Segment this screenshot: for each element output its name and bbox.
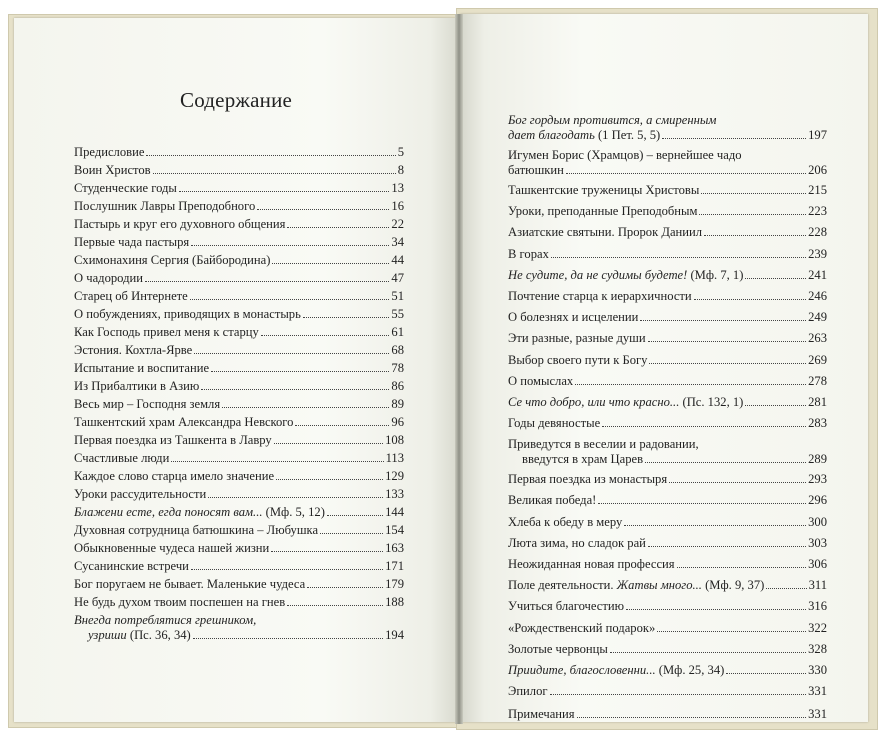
dot-leader <box>153 173 396 174</box>
toc-entry-title <box>508 642 608 657</box>
toc-entry-title <box>74 523 318 538</box>
toc-entry-text: Жатвы много... <box>616 578 702 593</box>
toc-entry-page-number: 47 <box>391 271 404 285</box>
toc-entry-title <box>508 374 573 389</box>
toc-entry-page-number: 86 <box>391 379 404 393</box>
toc-entry-title <box>508 353 647 368</box>
toc-entry-page-number: 296 <box>808 493 827 508</box>
toc-entry <box>74 343 404 358</box>
toc-entry-title-line <box>508 437 827 452</box>
toc-entry-text: О болезнях и исцелении <box>508 310 639 325</box>
toc-entry-title <box>74 415 293 430</box>
toc-entry-text: Первые чада пастыря <box>74 235 190 249</box>
toc-entry-text: Годы девяностые <box>508 416 601 431</box>
toc-entry <box>508 204 827 219</box>
dot-leader <box>649 363 806 364</box>
toc-entry <box>74 253 404 268</box>
toc-entry-title <box>74 451 169 466</box>
toc-entry-page-number: 108 <box>385 433 404 447</box>
toc-entry <box>508 183 827 198</box>
toc-entry-title <box>74 307 301 322</box>
toc-entry-text: Хлеба к обеду в меру <box>508 514 623 529</box>
toc-entry-text: Не будь духом твоим поспешен на гнев <box>74 595 286 609</box>
dot-leader <box>662 138 806 139</box>
toc-entry-text: (Мф. 9, 37) <box>701 578 765 593</box>
toc-entry-text: Первая поездка из монастыря <box>508 472 668 487</box>
toc-entry-title <box>508 515 622 530</box>
toc-entry <box>74 235 404 250</box>
toc-entry-text: Выбор своего пути к Богу <box>508 352 648 367</box>
toc-entry-page-number: 171 <box>385 559 404 573</box>
toc-entry-text: Неожиданная новая профессия <box>508 557 675 571</box>
dot-leader <box>699 214 806 215</box>
toc-entry-text: Люта зима, но сладок рай <box>508 535 646 550</box>
toc-entry-title <box>508 684 548 699</box>
toc-left-column <box>74 145 404 646</box>
toc-entry-page-number: 322 <box>808 620 827 635</box>
toc-entry-text: В горах <box>508 246 549 261</box>
toc-entry <box>508 578 827 593</box>
toc-entry-page-number: 61 <box>391 325 404 339</box>
dot-leader <box>257 209 389 210</box>
dot-leader <box>287 605 383 606</box>
dot-leader <box>701 193 806 194</box>
toc-entry-text: Старец об Интернете <box>74 289 188 303</box>
toc-entry-title <box>74 379 199 394</box>
toc-entry-text: Ташкентский храм Александра Невского <box>74 415 294 429</box>
toc-entry <box>74 199 404 214</box>
toc-entry <box>508 374 827 389</box>
toc-entry-text: Духовная сотрудница батюшкина – Любушка <box>74 523 319 537</box>
toc-entry-page-number: 328 <box>808 641 827 656</box>
toc-entry <box>74 397 404 412</box>
toc-entry-title <box>508 621 655 636</box>
toc-entry-page-number: 246 <box>808 288 827 303</box>
toc-entry-title <box>74 181 177 196</box>
toc-entry <box>508 515 827 530</box>
toc-entry-title <box>74 145 144 160</box>
dot-leader <box>191 569 383 570</box>
toc-entry <box>74 271 404 286</box>
toc-entry-text: Блажени есте, егда поносят вам... <box>74 505 263 519</box>
dot-leader <box>193 638 383 639</box>
toc-entry-text: батюшкин <box>508 163 564 177</box>
toc-entry-title <box>508 472 667 487</box>
dot-leader <box>602 426 806 427</box>
toc-entry-text: О побуждениях, приводящих в монастырь <box>74 307 301 321</box>
toc-entry-title-line <box>74 613 404 628</box>
toc-entry <box>508 113 827 143</box>
toc-entry-page-number: 223 <box>808 204 827 219</box>
toc-entry-page-number: 22 <box>391 217 404 231</box>
toc-entry-page-number: 228 <box>808 225 827 240</box>
toc-entry <box>74 361 404 376</box>
toc-entry <box>508 395 827 410</box>
toc-entry-title <box>74 325 259 340</box>
toc-entry-text: Обыкновенные чудеса нашей жизни <box>74 541 270 555</box>
toc-entry <box>508 707 827 722</box>
toc-entry-page-number: 241 <box>808 267 827 282</box>
toc-entry-title <box>74 433 272 448</box>
toc-entry-page-number: 311 <box>808 578 827 593</box>
toc-entry-page-number: 269 <box>808 352 827 367</box>
toc-entry-page-number: 239 <box>808 246 827 261</box>
toc-entry-page-number: 197 <box>808 128 827 142</box>
toc-entry <box>508 472 827 487</box>
toc-entry-text: Се что добро, или что красно... <box>508 394 680 409</box>
toc-entry <box>74 433 404 448</box>
toc-entry-text: (Пс. 132, 1) <box>679 394 744 409</box>
dot-leader <box>201 389 389 390</box>
toc-entry-text: Эстония. Кохтла-Ярве <box>74 343 193 357</box>
toc-entry-title <box>74 289 188 304</box>
toc-entry-title <box>508 183 699 198</box>
toc-entry-title <box>508 663 724 678</box>
toc-entry <box>508 599 827 614</box>
toc-entry-title <box>74 505 325 520</box>
toc-entry-text: Как Господь привел меня к старцу <box>74 325 259 339</box>
dot-leader <box>550 694 807 695</box>
toc-entry-text: Предисловие <box>74 145 145 159</box>
toc-entry <box>508 557 827 572</box>
toc-entry-title <box>508 163 564 178</box>
toc-entry <box>508 684 827 699</box>
toc-entry-text: Весь мир – Господня земля <box>74 397 221 411</box>
toc-entry-page-number: 133 <box>385 487 404 501</box>
toc-entry-text: Приведутся в веселии и радовании, <box>508 437 699 452</box>
toc-entry <box>74 325 404 340</box>
toc-entry-text: Эпилог <box>508 684 548 699</box>
toc-entry <box>74 523 404 538</box>
toc-entry-page-number: 330 <box>808 662 827 677</box>
toc-entry <box>74 577 404 592</box>
toc-entry-text: узриши <box>88 628 127 642</box>
toc-entry-page-number: 249 <box>808 310 827 325</box>
toc-entry-page-number: 163 <box>385 541 404 555</box>
toc-entry-page-number: 96 <box>391 415 404 429</box>
toc-entry-title <box>508 578 764 593</box>
toc-entry <box>74 145 404 160</box>
toc-entry <box>508 331 827 346</box>
toc-entry <box>74 289 404 304</box>
dot-leader <box>261 335 390 336</box>
toc-entry-title <box>508 310 638 325</box>
toc-entry-title <box>88 628 191 643</box>
toc-entry-page-number: 194 <box>385 628 404 642</box>
toc-entry-page-number: 129 <box>385 469 404 483</box>
dot-leader <box>191 245 389 246</box>
toc-entry-text: О чадородии <box>74 271 143 285</box>
toc-entry-text: Счастливые люди <box>74 451 170 465</box>
dot-leader <box>640 320 806 321</box>
toc-entry-title <box>74 361 209 376</box>
dot-leader <box>274 443 383 444</box>
toc-entry <box>508 437 827 467</box>
toc-entry-title <box>74 577 305 592</box>
toc-entry-title <box>74 469 274 484</box>
toc-entry-title <box>74 163 151 178</box>
toc-entry <box>508 536 827 551</box>
toc-entry <box>508 247 827 262</box>
toc-entry-page-number: 5 <box>397 145 404 159</box>
toc-entry-title <box>508 493 596 508</box>
toc-entry-page-number: 51 <box>391 289 404 303</box>
toc-entry-page-number: 331 <box>808 684 827 699</box>
toc-entry-text: Почтение старца к иерархичности <box>508 288 692 303</box>
toc-entry <box>74 307 404 322</box>
dot-leader <box>648 546 806 547</box>
toc-entry <box>74 559 404 574</box>
toc-entry-text: Учиться благочестию <box>508 599 625 614</box>
toc-entry-title-line <box>508 113 827 128</box>
toc-entry-title <box>508 289 692 304</box>
toc-entry-text: Азиатские святыни. Пророк Даниил <box>508 225 703 240</box>
toc-entry <box>74 379 404 394</box>
dot-leader <box>307 587 383 588</box>
toc-entry-text: О помыслах <box>508 373 574 388</box>
dot-leader <box>303 317 390 318</box>
toc-entry-title <box>508 395 743 410</box>
dot-leader <box>726 673 806 674</box>
toc-entry <box>508 493 827 508</box>
toc-entry-page-number: 306 <box>808 557 827 571</box>
toc-entry-text: Испытание и воспитание <box>74 361 210 375</box>
dot-leader <box>146 155 395 156</box>
dot-leader <box>194 353 389 354</box>
toc-entry <box>74 415 404 430</box>
toc-entry-page-number: 281 <box>808 394 827 409</box>
toc-entry-title <box>508 247 549 262</box>
toc-entry-text: Послушник Лавры Преподобного <box>74 199 256 213</box>
dot-leader <box>271 551 383 552</box>
dot-leader <box>677 567 807 568</box>
toc-entry-title <box>74 541 269 556</box>
toc-entry <box>508 416 827 431</box>
toc-entry-page-number: 78 <box>391 361 404 375</box>
toc-entry <box>508 225 827 240</box>
toc-entry-title <box>508 416 600 431</box>
toc-entry <box>74 541 404 556</box>
toc-entry-page-number: 16 <box>391 199 404 213</box>
toc-entry-text: (Мф. 7, 1) <box>687 267 744 282</box>
toc-entry <box>508 621 827 636</box>
toc-entry-title <box>74 253 270 268</box>
dot-leader <box>575 384 806 385</box>
toc-entry-text: Ташкентские труженицы Христовы <box>508 183 700 197</box>
toc-entry-text: Студенческие годы <box>74 181 177 195</box>
dot-leader <box>208 497 383 498</box>
toc-entry-page-number: 8 <box>397 163 404 177</box>
toc-entry-text: Приидите, благословенни... <box>508 662 656 677</box>
toc-entry-title <box>508 557 675 572</box>
dot-leader <box>766 588 806 589</box>
toc-entry-page-number: 68 <box>391 343 404 357</box>
toc-entry-text: Бог гордым противится, а смиренным <box>508 113 717 127</box>
toc-entry-title <box>74 199 255 214</box>
toc-entry-page-number: 316 <box>808 599 827 614</box>
dot-leader <box>704 235 806 236</box>
dot-leader <box>745 405 806 406</box>
toc-entry-text: Не судите, да не судимы будете! <box>508 267 688 282</box>
toc-entry-title <box>508 128 660 143</box>
toc-entry-text: Каждое слово старца имело значение <box>74 469 275 483</box>
toc-entry-page-number: 289 <box>808 452 827 467</box>
toc-entry-text: Пастырь и круг его духовного общения <box>74 217 286 231</box>
dot-leader <box>320 533 383 534</box>
toc-entry-text: (Мф. 25, 34) <box>655 662 725 677</box>
dot-leader <box>179 191 390 192</box>
toc-entry-title <box>74 271 143 286</box>
toc-entry-title <box>508 707 575 722</box>
toc-entry <box>74 505 404 520</box>
toc-entry-page-number: 303 <box>808 535 827 550</box>
toc-entry-page-number: 55 <box>391 307 404 321</box>
dot-leader <box>626 609 806 610</box>
toc-entry-title <box>508 225 702 240</box>
toc-entry-page-number: 179 <box>385 577 404 591</box>
dot-leader <box>657 631 806 632</box>
dot-leader <box>566 173 806 174</box>
dot-leader <box>694 299 806 300</box>
toc-entry-text: введутся в храм Царев <box>522 452 644 467</box>
toc-entry <box>508 642 827 657</box>
toc-entry-text: Первая поездка из Ташкента в Лавру <box>74 433 272 447</box>
toc-entry-text: Примечания <box>508 707 575 722</box>
toc-entry <box>508 148 827 178</box>
toc-entry-text: Эти разные, разные души <box>508 331 646 346</box>
toc-entry-page-number: 144 <box>385 505 404 519</box>
toc-entry <box>508 663 827 678</box>
toc-entry-text: Золотые червонцы <box>508 641 608 656</box>
toc-entry-page-number: 206 <box>808 163 827 177</box>
toc-entry-text: «Рождественский подарок» <box>508 620 656 635</box>
toc-entry-text: Уроки, преподанные Преподобным <box>508 204 698 219</box>
dot-leader <box>577 717 807 718</box>
toc-entry-page-number: 293 <box>808 472 827 487</box>
dot-leader <box>648 341 807 342</box>
toc-entry <box>74 613 404 643</box>
dot-leader <box>610 652 806 653</box>
dot-leader <box>276 479 383 480</box>
toc-entry-page-number: 215 <box>808 183 827 197</box>
toc-entry-title-line <box>508 148 827 163</box>
toc-entry-title <box>74 397 220 412</box>
toc-entry-text: дает благодать <box>508 128 595 142</box>
toc-entry-title <box>74 595 285 610</box>
toc-entry-title <box>508 268 743 283</box>
toc-entry <box>508 310 827 325</box>
toc-entry <box>74 217 404 232</box>
dot-leader <box>669 482 806 483</box>
toc-entry-text: (Мф. 5, 12) <box>262 505 325 519</box>
toc-entry <box>508 353 827 368</box>
toc-entry-page-number: 331 <box>808 707 827 722</box>
toc-entry-page-number: 44 <box>391 253 404 267</box>
toc-entry <box>74 163 404 178</box>
toc-entry-page-number: 188 <box>385 595 404 609</box>
toc-entry-page-number: 300 <box>808 514 827 529</box>
toc-entry-page-number: 278 <box>808 373 827 388</box>
toc-entry-text: Поле деятельности. <box>508 578 617 593</box>
toc-entry-title <box>508 536 646 551</box>
toc-entry-text: Внегда потреблятися грешником, <box>74 613 257 627</box>
dot-leader <box>745 278 806 279</box>
dot-leader <box>287 227 389 228</box>
toc-entry-text: Игумен Борис (Храмцов) – вернейшее чадо <box>508 148 742 162</box>
toc-entry-text: Великая победа! <box>508 493 597 508</box>
toc-entry-page-number: 154 <box>385 523 404 537</box>
toc-right-column <box>508 113 827 728</box>
toc-entry-title <box>74 235 189 250</box>
dot-leader <box>145 281 389 282</box>
dot-leader <box>645 462 806 463</box>
toc-entry-title <box>522 452 643 467</box>
toc-entry-page-number: 89 <box>391 397 404 411</box>
toc-entry-text: Схимонахиня Сергия (Байбородина) <box>74 253 271 267</box>
toc-entry-text: (Пс. 36, 34) <box>126 628 191 642</box>
toc-entry-title <box>74 559 189 574</box>
dot-leader <box>190 299 390 300</box>
toc-entry-title <box>508 331 646 346</box>
toc-entry-text: Сусанинские встречи <box>74 559 189 573</box>
toc-entry <box>74 181 404 196</box>
toc-entry <box>74 595 404 610</box>
toc-entry-title <box>74 343 192 358</box>
toc-entry-title <box>74 487 206 502</box>
toc-entry <box>74 451 404 466</box>
dot-leader <box>171 461 383 462</box>
toc-entry <box>508 268 827 283</box>
dot-leader <box>222 407 389 408</box>
dot-leader <box>295 425 389 426</box>
toc-entry-text: Из Прибалтики в Азию <box>74 379 200 393</box>
toc-entry-text: Бог поругаем не бывает. Маленькие чудеса <box>74 577 306 591</box>
toc-entry-title <box>74 217 285 232</box>
dot-leader <box>211 371 389 372</box>
dot-leader <box>272 263 389 264</box>
toc-entry-title <box>508 599 624 614</box>
book-gutter <box>455 14 463 724</box>
toc-entry-page-number: 283 <box>808 416 827 431</box>
toc-entry-page-number: 263 <box>808 331 827 346</box>
toc-entry-page-number: 113 <box>385 451 404 465</box>
dot-leader <box>551 257 806 258</box>
toc-entry-page-number: 34 <box>391 235 404 249</box>
toc-entry <box>508 289 827 304</box>
dot-leader <box>598 503 806 504</box>
toc-entry-text: Уроки рассудительности <box>74 487 207 501</box>
toc-entry-page-number: 13 <box>391 181 404 195</box>
toc-title: Содержание <box>180 88 293 112</box>
dot-leader <box>624 525 806 526</box>
dot-leader <box>327 515 383 516</box>
toc-entry-text: (1 Пет. 5, 5) <box>594 128 661 142</box>
toc-entry-title <box>508 204 697 219</box>
toc-entry <box>74 487 404 502</box>
toc-entry <box>74 469 404 484</box>
toc-entry-text: Воин Христов <box>74 163 151 177</box>
